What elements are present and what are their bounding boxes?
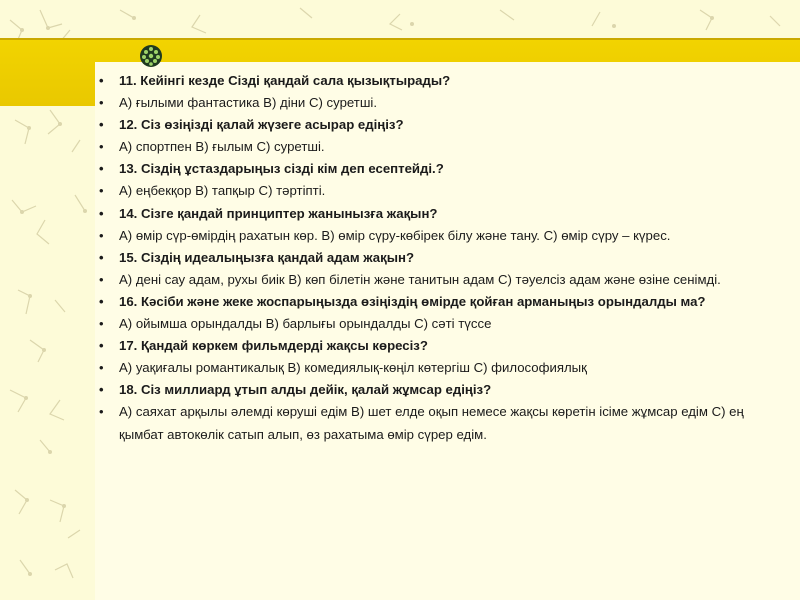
question-17: • 17. Қандай көркем фильмдерді жақсы көресіз? [97, 335, 787, 357]
answer-14: • А) өмір сүр-өмірдің рахатын көр. В) өмір сүру-көбірек білу және тану. С) өмір сүру – күрес. [97, 225, 787, 247]
answer-15: • А) дені сау адам, рухы биік В) көп білетін және танитын адам С) тәуелсіз адам және өзіне сенімді. [97, 269, 787, 291]
question-14: • 14. Сізге қандай принциптер жанынызға жақын? [97, 203, 787, 225]
question-11: • 11. Кейінгі кезде Сізді қандай сала қызықтырады? [97, 70, 787, 92]
answer-11: • А) ғылыми фантастика В) діни С) суретші. [97, 92, 787, 114]
answer-13: • А) еңбекқор В) тапқыр С) тәртіпті. [97, 180, 787, 202]
questionnaire [97, 70, 787, 446]
answer-16: • А) ойымша орындалды В) барлығы орындалды С) сәті түссе [97, 313, 787, 335]
question-15: • 15. Сіздің идеалыңызға қандай адам жақын? [97, 247, 787, 269]
question-12: • 12. Сіз өзіңізді қалай жүзеге асырар едіңіз? [97, 114, 787, 136]
answer-18: • А) саяхат арқылы әлемді көруші едім В) шет елде оқып немесе жақсы көретін ісіме жұмсар едім С) ең қымбат автокөлік сатып алып, өз рахатыма өмір сүрер едім. [97, 401, 787, 445]
question-16: • 16. Кәсіби және жеке жоспарыңызда өзіңіздің өмірде қойған арманыңыз орындалды ма? [97, 291, 787, 313]
decorative-orb-icon [139, 44, 163, 68]
question-13: • 13. Сіздің ұстаздарыңыз сізді кім деп есептейді.? [97, 158, 787, 180]
band-top-line [0, 38, 800, 40]
answer-12: • А) спортпен В) ғылым С) суретші. [97, 136, 787, 158]
question-18: • 18. Сіз миллиард ұтып алды дейік, қалай жұмсар едіңіз? [97, 379, 787, 401]
answer-17: • А) уақиғалы романтикалық В) комедиялық-көңіл көтергіш С) философиялық [97, 357, 787, 379]
